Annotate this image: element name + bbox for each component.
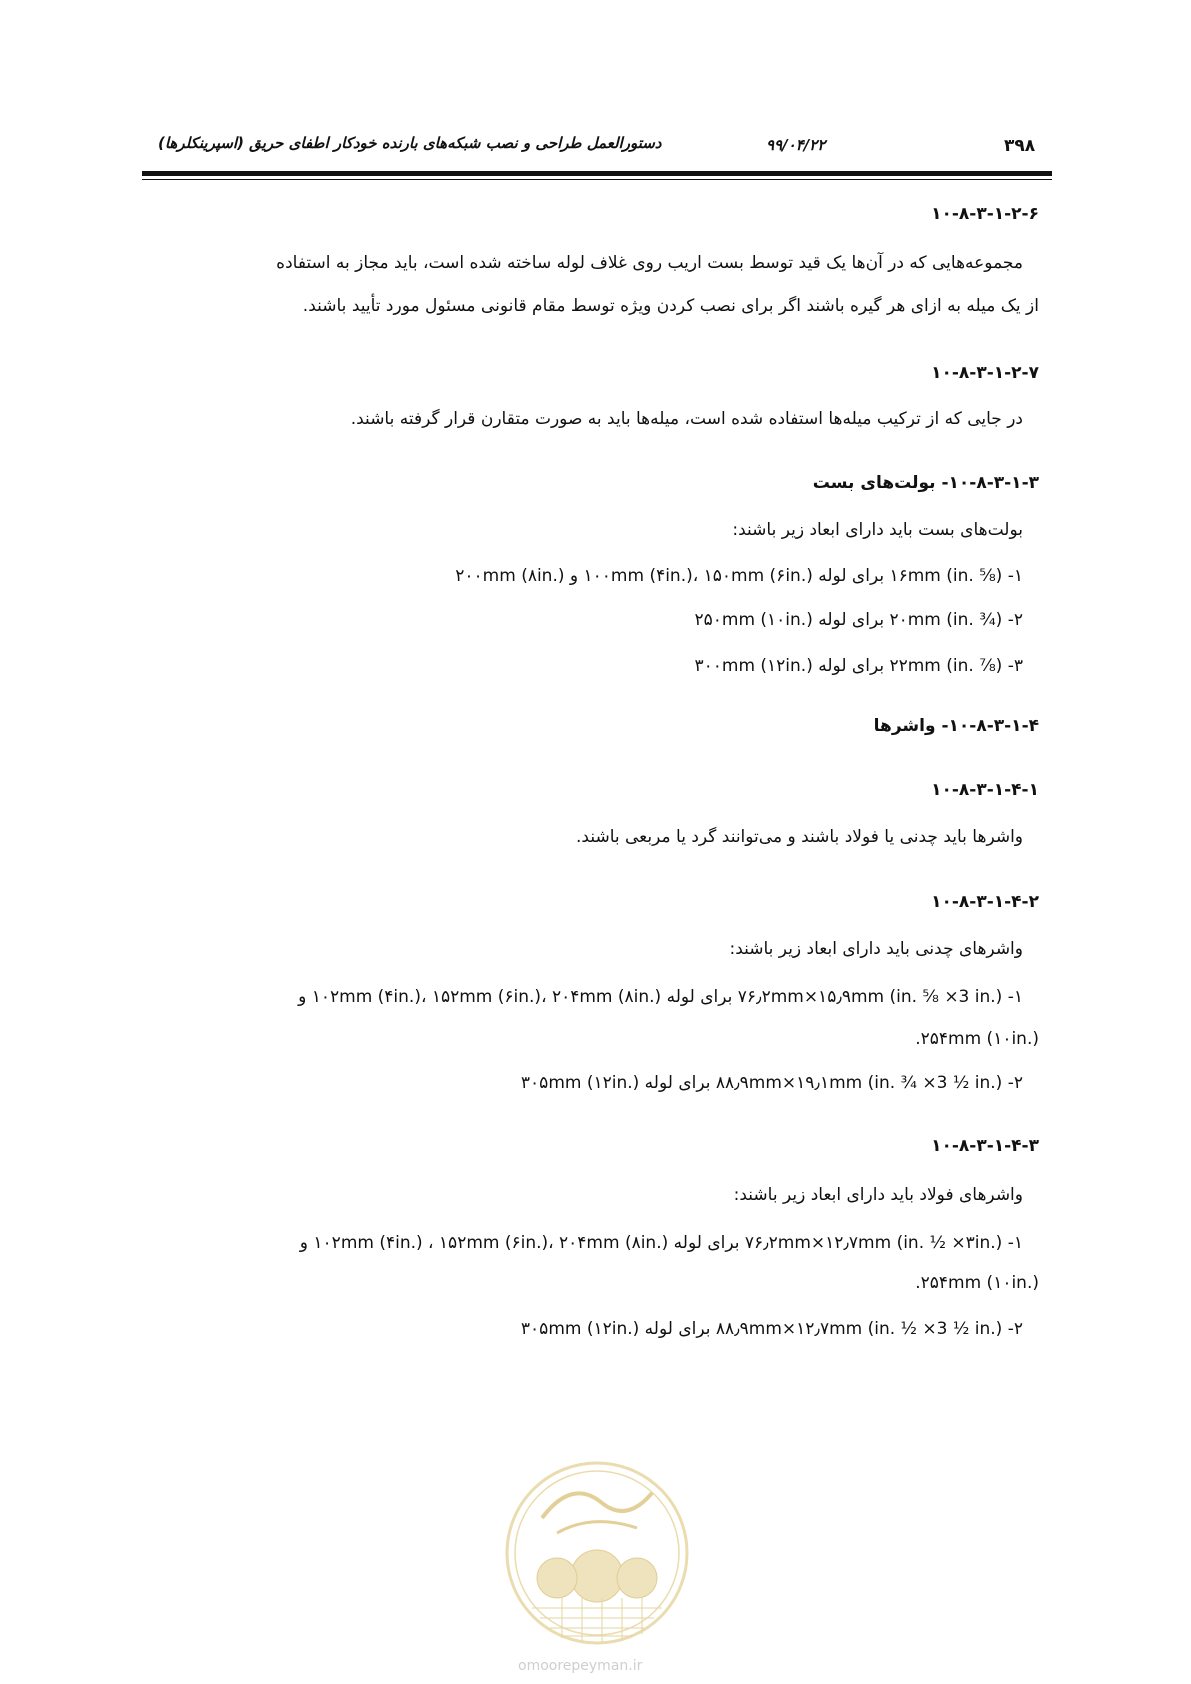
paragraph-line: واشرها باید چدنی یا فولاد باشند و می‌توانند گرد یا مربعی باشند.: [576, 827, 1023, 847]
page-number: ۳۹۸: [1004, 136, 1036, 156]
list-item: ۳- ۲۲mm (in. ⅞) برای لوله ۳۰۰mm (۱۲in.): [694, 656, 1023, 676]
paragraph-line: از یک میله به ازای هر گیره باشند اگر برای نصب کردن ویژه توسط مقام قانونی مسئول مورد تأیید باشند.: [302, 296, 1039, 316]
header-date: ۹۹/۰۴/۲۲: [766, 136, 826, 154]
paragraph-line: [158, 253, 1039, 273]
list-item: ۲- ۸۸٫۹mm×۱۹٫۱mm (in. ¾ ×3 ½ in.) برای لوله ۳۰۵mm (۱۲in.): [520, 1073, 1023, 1093]
watermark-logo: [502, 1458, 692, 1648]
paragraph-line: واشرهای فولاد باید دارای ابعاد زیر باشند:: [733, 1185, 1023, 1205]
section-heading: ۱۰-۸-۳-۱-۴-۱: [931, 780, 1039, 800]
section-heading: ۱۰-۸-۳-۱-۴-۳: [931, 1136, 1039, 1156]
list-item: ۲- ۸۸٫۹mm×۱۲٫۷mm (in. ½ ×3 ½ in.) برای لوله ۳۰۵mm (۱۲in.): [520, 1319, 1023, 1339]
section-heading: ۱۰-۸-۳-۱-۴-۲: [931, 892, 1039, 912]
header-rule-thin: [142, 179, 1052, 180]
list-item: ۱- ۷۶٫۲mm×۱۲٫۷mm (in. ½ ×۳in.) برای لوله ۱۰۲mm (۴in.) ، ۱۵۲mm (۶in.)، ۲۰۴mm (۸in.) و: [299, 1233, 1023, 1253]
paragraph-text: مجموعه‌هایی که در آن‌ها یک قید توسط بست اریب روی غلاف لوله ساخته شده است، باید مجاز به استفاده: [276, 253, 1023, 273]
section-heading: ۱۰-۸-۳-۱-۲-۷: [931, 363, 1039, 383]
gear-icon: [537, 1550, 657, 1602]
section-heading: ۱۰-۸-۳-۱-۲-۶: [931, 204, 1039, 224]
list-item-continuation: ۲۵۴mm (۱۰in.).: [915, 1029, 1039, 1049]
header-rule-thick: [142, 171, 1052, 176]
header-title: دستورالعمل طراحی و نصب شبکه‌های بارنده خودکار اطفای حریق (اسپرینکلرها): [158, 134, 662, 152]
section-heading: ۱۰-۸-۳-۱-۴- واشرها: [873, 716, 1039, 736]
paragraph-line: بولت‌های بست باید دارای ابعاد زیر باشند:: [732, 520, 1023, 540]
section-heading: ۱۰-۸-۳-۱-۳- بولت‌های بست: [812, 473, 1039, 493]
list-item: ۲- ۲۰mm (in. ¾) برای لوله ۲۵۰mm (۱۰in.): [694, 610, 1023, 630]
paragraph-line: در جایی که از ترکیب میله‌ها استفاده شده است، میله‌ها باید به صورت متقارن قرار گرفته باشند.: [350, 409, 1023, 429]
list-item: ۱- ۷۶٫۲mm×۱۵٫۹mm (in. ⅝ ×3 in.) برای لوله ۱۰۲mm (۴in.)، ۱۵۲mm (۶in.)، ۲۰۴mm (۸in.) و: [298, 987, 1023, 1007]
list-item-continuation: ۲۵۴mm (۱۰in.).: [915, 1273, 1039, 1293]
watermark-url: omoorepeyman.ir: [518, 1658, 643, 1674]
list-item: ۱- ۱۶mm (in. ⅝) برای لوله ۱۰۰mm (۴in.)، ۱۵۰mm (۶in.) و ۲۰۰mm (۸in.): [455, 566, 1023, 586]
paragraph-line: واشرهای چدنی باید دارای ابعاد زیر باشند:: [729, 939, 1023, 959]
